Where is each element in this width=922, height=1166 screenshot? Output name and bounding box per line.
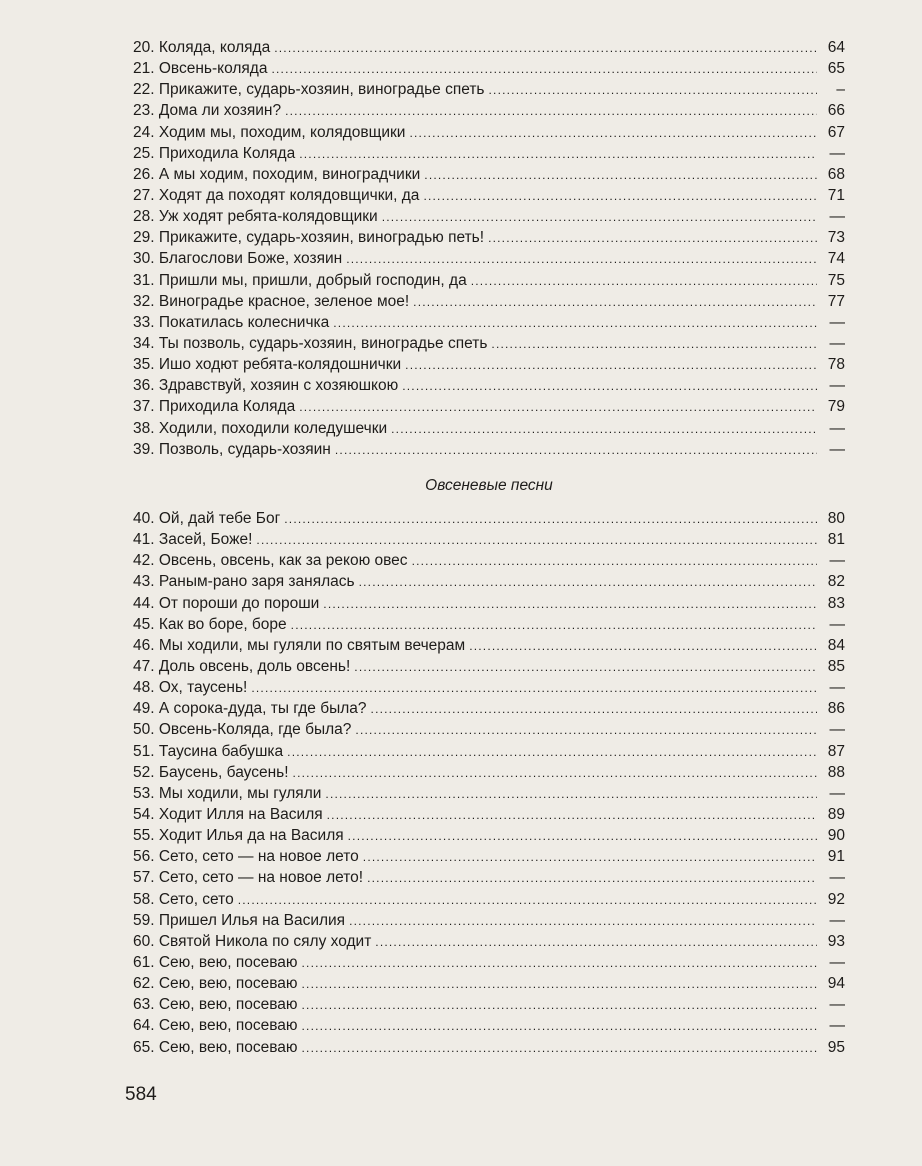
- dot-leader: [491, 334, 817, 355]
- toc-entry: [133, 635, 845, 656]
- entry-title: 24. Ходим мы, походим, колядовщики: [133, 123, 406, 141]
- dot-leader: [302, 974, 817, 995]
- entry-title: 62. Сею, вею, посеваю: [133, 975, 298, 993]
- entry-title: 61. Сею, вею, посеваю: [133, 953, 298, 971]
- entry-title: 42. Овсень, овсень, как за рекою овес: [133, 552, 408, 570]
- toc-entry: [133, 143, 845, 164]
- section-heading: Овсеневые песни: [425, 477, 553, 494]
- entry-title: 54. Ходит Илля на Василя: [133, 805, 323, 823]
- entry-page: —: [829, 996, 845, 1014]
- toc-entry: [133, 37, 845, 58]
- entry-page: —: [829, 911, 845, 929]
- entry-title: 63. Сею, вею, посеваю: [133, 996, 298, 1014]
- entry-page: —: [829, 419, 845, 437]
- dot-leader: [285, 101, 817, 122]
- dot-leader: [238, 890, 817, 911]
- toc-entry: [133, 291, 845, 312]
- entry-title: 60. Святой Никола по сялу ходит: [133, 932, 372, 950]
- dot-leader: [471, 271, 817, 292]
- entry-title: 59. Пришел Илья на Василия: [133, 911, 346, 929]
- entry-page: 67: [827, 123, 845, 141]
- dot-leader: [346, 249, 817, 270]
- dot-leader: [256, 530, 817, 551]
- toc-entry: [133, 571, 845, 592]
- entry-page: 74: [827, 250, 845, 268]
- entry-title: 33. Покатилась колесничка: [133, 313, 330, 331]
- dot-leader: [333, 313, 817, 334]
- entry-page: 75: [827, 271, 845, 289]
- entry-page: —: [829, 144, 845, 162]
- entry-page: –: [836, 81, 845, 99]
- entry-page: —: [829, 377, 845, 395]
- entry-page: 89: [827, 805, 845, 823]
- dot-leader: [469, 636, 817, 657]
- entry-page: 80: [827, 510, 845, 527]
- toc-entry: [133, 867, 845, 888]
- entry-page: 83: [827, 594, 845, 612]
- toc-entry: [133, 439, 845, 460]
- entry-page: 65: [827, 60, 845, 78]
- entry-page: 79: [827, 398, 845, 416]
- toc-entry: [133, 719, 845, 740]
- entry-title: 31. Пришли мы, пришли, добрый господин, да: [133, 271, 467, 289]
- dot-leader: [354, 657, 817, 678]
- toc-entry: [133, 333, 845, 354]
- entry-title: 29. Прикажите, сударь-хозяин, виноградью петь!: [133, 229, 485, 247]
- entry-title: 37. Приходила Коляда: [133, 398, 296, 416]
- toc-entry: [133, 79, 845, 100]
- dot-leader: [293, 763, 817, 784]
- entry-title: 51. Таусина бабушка: [133, 742, 284, 760]
- entry-title: 27. Ходят да походят колядовщички, да: [133, 186, 420, 204]
- dot-leader: [424, 165, 817, 186]
- dot-leader: [371, 699, 817, 720]
- toc-entry: [133, 312, 845, 333]
- dot-leader: [405, 355, 817, 376]
- toc-entry: [133, 185, 845, 206]
- entry-title: 21. Овсень-коляда: [133, 60, 268, 78]
- dot-leader: [423, 186, 817, 207]
- dot-leader: [271, 59, 817, 80]
- toc-entry: [133, 206, 845, 227]
- entry-page: 95: [827, 1038, 845, 1056]
- toc-entry: [133, 248, 845, 269]
- entry-page: 91: [827, 848, 845, 866]
- entry-page: —: [829, 721, 845, 739]
- entry-title: 40. Ой, дай тебе Бог: [133, 510, 281, 527]
- entry-title: 34. Ты позволь, сударь-хозяин, виноградье спеть: [133, 334, 488, 352]
- toc-entry: [133, 100, 845, 121]
- entry-page: 90: [827, 827, 845, 845]
- entry-page: 88: [827, 763, 845, 781]
- entry-page: 94: [827, 975, 845, 993]
- toc-entry: [133, 529, 845, 550]
- entry-title: 32. Виноградье красное, зеленое мое!: [133, 292, 410, 310]
- toc-entry: [133, 396, 845, 417]
- toc-entry: [133, 952, 845, 973]
- entry-page: —: [829, 784, 845, 802]
- toc-entry: [133, 354, 845, 375]
- entry-page: 85: [827, 657, 845, 675]
- entry-title: 52. Баусень, баусень!: [133, 763, 289, 781]
- entry-page: 71: [827, 186, 845, 204]
- page-number: 584: [125, 1084, 157, 1105]
- toc-entry: [133, 931, 845, 952]
- entry-page: 68: [827, 165, 845, 183]
- entry-title: 25. Приходила Коляда: [133, 144, 296, 162]
- entry-title: 64. Сею, вею, посеваю: [133, 1017, 298, 1035]
- dot-leader: [488, 228, 817, 249]
- dot-leader: [251, 678, 817, 699]
- toc-entry: [133, 783, 845, 804]
- toc-entry: [133, 550, 845, 571]
- toc-entry: [133, 804, 845, 825]
- toc-entry: [133, 122, 845, 143]
- dot-leader: [489, 80, 818, 101]
- dot-leader: [382, 207, 817, 228]
- dot-leader: [287, 742, 817, 763]
- dot-leader: [375, 932, 817, 953]
- toc-list-ovseni: [133, 508, 845, 1058]
- entry-page: —: [829, 208, 845, 226]
- entry-title: 50. Овсень-Коляда, где была?: [133, 721, 352, 739]
- entry-title: 20. Коляда, коляда: [133, 39, 271, 56]
- entry-page: —: [829, 953, 845, 971]
- entry-title: 45. Как во боре, боре: [133, 615, 287, 633]
- dot-leader: [412, 551, 817, 572]
- dot-leader: [335, 440, 817, 461]
- entry-title: 41. Засей, Боже!: [133, 531, 253, 549]
- dot-leader: [355, 720, 817, 741]
- toc-list-koliadki: [133, 37, 845, 460]
- toc-entry: [133, 614, 845, 635]
- dot-leader: [302, 995, 817, 1016]
- entry-page: 82: [827, 573, 845, 591]
- entry-page: —: [829, 334, 845, 352]
- toc-entry: [133, 270, 845, 291]
- entry-title: 65. Сею, вею, посеваю: [133, 1038, 298, 1056]
- entry-page: 66: [827, 102, 845, 120]
- dot-leader: [327, 805, 817, 826]
- toc-entry: [133, 1037, 845, 1058]
- toc-entry: [133, 418, 845, 439]
- entry-page: —: [829, 552, 845, 570]
- entry-title: 49. А сорока-дуда, ты где была?: [133, 700, 367, 718]
- toc-entry: [133, 164, 845, 185]
- entry-page: 84: [827, 636, 845, 654]
- entry-title: 30. Благослови Боже, хозяин: [133, 250, 343, 268]
- dot-leader: [363, 847, 817, 868]
- toc-entry: [133, 227, 845, 248]
- dot-leader: [409, 123, 817, 144]
- entry-title: 22. Прикажите, сударь-хозяин, виноградье спеть: [133, 81, 485, 99]
- entry-title: 58. Сето, сето: [133, 890, 234, 908]
- toc-entry: [133, 910, 845, 931]
- entry-title: 39. Позволь, сударь-хозяин: [133, 440, 331, 458]
- dot-leader: [391, 419, 817, 440]
- dot-leader: [323, 594, 817, 615]
- entry-page: 81: [827, 531, 845, 549]
- dot-leader: [413, 292, 817, 313]
- toc-entry: [133, 677, 845, 698]
- toc-entry: [133, 508, 845, 529]
- entry-page: 92: [827, 890, 845, 908]
- entry-title: 56. Сето, сето — на новое лето: [133, 848, 359, 866]
- entry-title: 23. Дома ли хозяин?: [133, 102, 282, 120]
- entry-title: 28. Уж ходят ребята-колядовщики: [133, 208, 378, 226]
- toc-entry: [133, 846, 845, 867]
- entry-title: 38. Ходили, походили коледушечки: [133, 419, 388, 437]
- entry-page: —: [829, 615, 845, 633]
- toc-entry: [133, 973, 845, 994]
- toc-entry: [133, 58, 845, 79]
- dot-leader: [349, 911, 817, 932]
- entry-title: 57. Сето, сето — на новое лето!: [133, 869, 364, 887]
- entry-title: 47. Доль овсень, доль овсень!: [133, 657, 351, 675]
- dot-leader: [299, 397, 817, 418]
- entry-title: 48. Ох, таусень!: [133, 679, 248, 697]
- toc-entry: [133, 1015, 845, 1036]
- entry-page: —: [829, 1017, 845, 1035]
- entry-page: —: [829, 869, 845, 887]
- entry-title: 36. Здравствуй, хозяин с хозяюшкою: [133, 377, 399, 395]
- entry-title: 55. Ходит Илья да на Василя: [133, 827, 344, 845]
- entry-page: 87: [827, 742, 845, 760]
- entry-page: —: [829, 313, 845, 331]
- entry-title: 43. Раным-рано заря занялась: [133, 573, 355, 591]
- entry-title: 46. Мы ходили, мы гуляли по святым вечерам: [133, 636, 466, 654]
- toc-entry: [133, 762, 845, 783]
- toc-entry: [133, 593, 845, 614]
- entry-page: 73: [827, 229, 845, 247]
- entry-page: 77: [827, 292, 845, 310]
- entry-page: 93: [827, 932, 845, 950]
- toc-entry: [133, 889, 845, 910]
- entry-page: 64: [827, 39, 845, 56]
- toc-entry: [133, 741, 845, 762]
- toc-entry: [133, 656, 845, 677]
- dot-leader: [302, 1016, 817, 1037]
- dot-leader: [302, 1038, 817, 1059]
- dot-leader: [402, 376, 817, 397]
- entry-title: 35. Ишо ходют ребята-колядошнички: [133, 356, 402, 374]
- entry-page: —: [829, 679, 845, 697]
- entry-page: —: [829, 440, 845, 458]
- dot-leader: [274, 38, 817, 59]
- dot-leader: [348, 826, 817, 847]
- dot-leader: [299, 144, 817, 165]
- toc-entry: [133, 825, 845, 846]
- dot-leader: [359, 572, 817, 593]
- dot-leader: [284, 509, 817, 530]
- entry-page: 78: [827, 356, 845, 374]
- entry-page: 86: [827, 700, 845, 718]
- entry-title: 53. Мы ходили, мы гуляли: [133, 784, 322, 802]
- dot-leader: [325, 784, 817, 805]
- entry-title: 44. От пороши до пороши: [133, 594, 320, 612]
- dot-leader: [367, 868, 817, 889]
- entry-title: 26. А мы ходим, походим, виноградчики: [133, 165, 421, 183]
- toc-entry: [133, 375, 845, 396]
- toc-entry: [133, 994, 845, 1015]
- dot-leader: [302, 953, 817, 974]
- dot-leader: [291, 615, 817, 636]
- toc-entry: [133, 698, 845, 719]
